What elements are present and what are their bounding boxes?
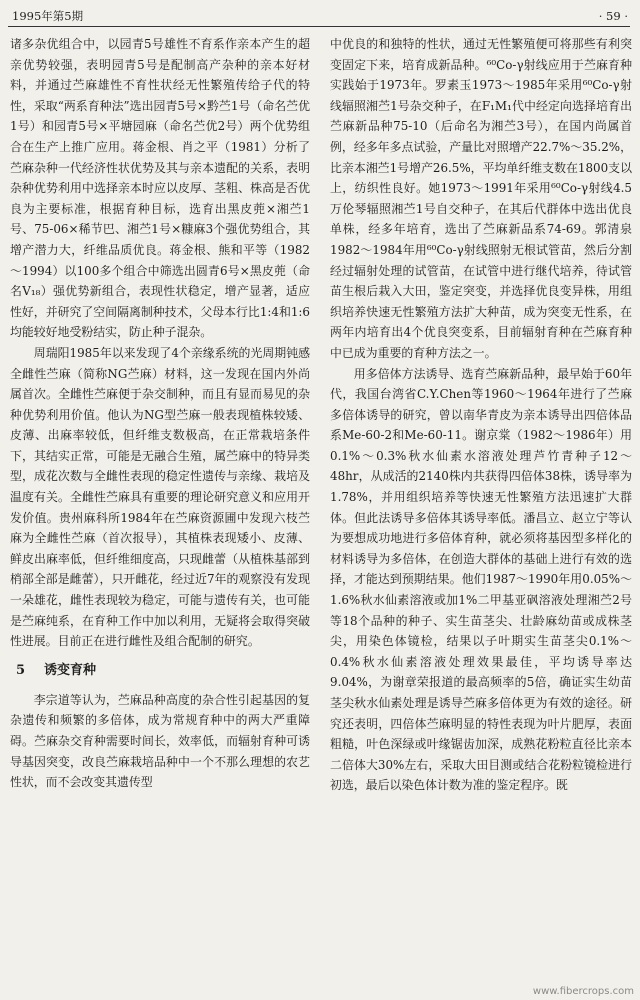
section-number: 5: [16, 662, 26, 678]
running-header: [8, 6, 630, 27]
watermark: www.fibercrops.com: [532, 986, 634, 997]
left-paragraph-3: 李宗道等认为，苎麻品种高度的杂合性引起基因的复杂遗传和频繁的多倍体，成为常规育种中的两大严重障碍。苎麻杂交育种需要时间长，效率低，而辐射育种可诱导基因突变，改良苎麻栽培品种中一个不那么理想的农艺性状，而不会改变其遗传型: [10, 692, 310, 790]
section-heading: [10, 660, 310, 682]
right-column: [330, 34, 632, 994]
page-number: · 59 ·: [598, 9, 628, 23]
right-paragraph-1: 中优良的和独特的性状，通过无性繁殖便可将那些有利突变固定下来，培育成新品种。⁶⁰Co-γ射线应用于苎麻育种实践始于1973年。罗素玉1973～1985年采用⁶⁰Co-γ射线辐照湘苎1号杂交种子，在F₁M₁代中经定向选择培育出苎麻新品种75-10（后命名为湘苎3号），在国内尚属首例，经多年多点试验，产量比对照增产22.7%～35.2%，比亲本湘苎1号增产26.5%，平均单纤维支数在1800支以上，纺织性良好。她1973～1991年采用⁶⁰Co-γ射线4.5万伦琴辐照湘苎1号自交种子，在其后代群体中选出优良单株，经多年培育，选出了苎麻新品系74-69。郭清泉1982～1984年用⁶⁰Co-γ射线照射无根试管苗，然后分割经过辐射处理的试管苗，在试管中进行继代培养，待试管苗生根后栽入大田，鉴定突变，并选择优良变异株，用组织培养快速无性繁殖方法扩大种苗，成为突变无性系，在两年内培育出4个优良突变系，目前辐射育种在苎麻育种中已成为重要的育种方法之一。: [330, 37, 632, 360]
right-paragraph-2: 用多倍体方法诱导、选育苎麻新品种，最早始于60年代，我国台湾省C.Y.Chen等1960～1964年进行了苎麻多倍体诱导的研究，曾以南华青皮为亲本诱导出四倍体品系Me-60-2和Me-60-11。谢京棠（1982～1986年）用0.1%～0.3%秋水仙素水溶液处理芦竹青种子12～48hr，从成活的2140株内共获得四倍体38株，诱导率为1.78%，并用组织培养等快速无性繁殖方法迅速扩大群体。但此法诱导多倍体其诱导率低。潘昌立、赵立宁等认为要想成功地进行多倍体育种，就必须将基因型多样化的材料诱导为多倍体，在创造大群体的基础上进行有效的选择，才能达到预期结果。他们1987～1990年用0.05%～1.6%秋水仙素溶液或加1%二甲基亚砜溶液处理湘苎2号等18个品种的种子、实生苗茎尖、壮龄麻幼苗或成株茎尖，用染色体镜检，结果以子叶期实生苗茎尖0.1%～0.4%秋水仙素溶液处理效果最佳，平均诱导率达9.04%，为谢章荣报道的最高频率的5倍，确证实生幼苗茎尖秋水仙素处理是诱导苎麻多倍体更为有效的途径。研究还表明，四倍体苎麻明显的特性表现为叶片肥厚，表面粗糙，叶色深绿或叶缘锯齿加深，成熟花粉粒直径比亲本二倍体大30%左右，采取大田目测或结合花粉粒镜检进行初选，最后以染色体计数为准的鉴定程序。既: [330, 366, 632, 793]
left-paragraph-2: 周瑞阳1985年以来发现了4个亲缘系统的光周期钝感全雌性苎麻（简称NG苎麻）材料，这一发现在国内外尚属首次。全雌性苎麻便于杂交制种，而且有显而易见的杂种优势利用价值。他认为NG型苎麻一般表现植株较矮、皮薄、出麻率较低，但纤维支数极高，在正常栽培条件下，其结实正常，可能是无融合生殖，属苎麻中的特异类型，成花次数与全雌性表现的稳定性遗传与亲缘、栽培及温度有关。全雌性苎麻具有重要的理论研究意义和应用开发价值。贵州麻科所1984年在苎麻资源圃中发现六枝苎麻为全雌性苎麻（首次报导），其植株表现矮小、皮薄、鲜皮出麻率低，但纤维细度高，只现雌蕾（从植株基部到梢部全部是雌蕾），只开雌花，经过近7年的观察没有发现一朵雄花，雌性表现较为稳定，可能与遗传有关，也可能是苎麻纯系，在育种工作中加以利用，无疑将会取得突破性进展。目前正在进行雌性及组合配制的研究。: [10, 345, 310, 649]
left-column: [10, 34, 310, 994]
section-title: 诱变育种: [44, 662, 97, 678]
issue-label: 1995年第5期: [12, 9, 84, 23]
left-paragraph-1: 诸多杂优组合中，以园青5号雄性不育系作亲本产生的超亲优势较强，表明园青5号是配制高产杂种的亲本好材料，并通过苎麻雄性不育性状经无性繁殖传给子代的特性，采取“两系育种法”选出园青5号×黔苎1号（命名苎优1号）和园青5号×平塘园麻（命名苎优2号）两个优势组合在生产上推广应用。蒋金根、肖之平（1981）分析了苎麻杂种一代经济性状优势及其与亲本遗配的关系，表明杂种优势利用中选择亲本时应以皮厚、茎粗、株高是否优良为主要标准，根据育种目标，选育出黑皮蔸×湘苎1号、75-06×稀节巴、湘苎1号×糠麻3个强优势组合，其增产潜力大，纤维品质优良。蒋金根、熊和平等（1982～1994）以100多个组合中筛选出圆青6号×黑皮蔸（命名V₁₈）强优势新组合，表现性状稳定，增产显著，适应性好，并研究了空间隔离制种技术，父母本行比1:4和1:6均能较好地受粉结实，防止种子混杂。: [10, 37, 310, 340]
